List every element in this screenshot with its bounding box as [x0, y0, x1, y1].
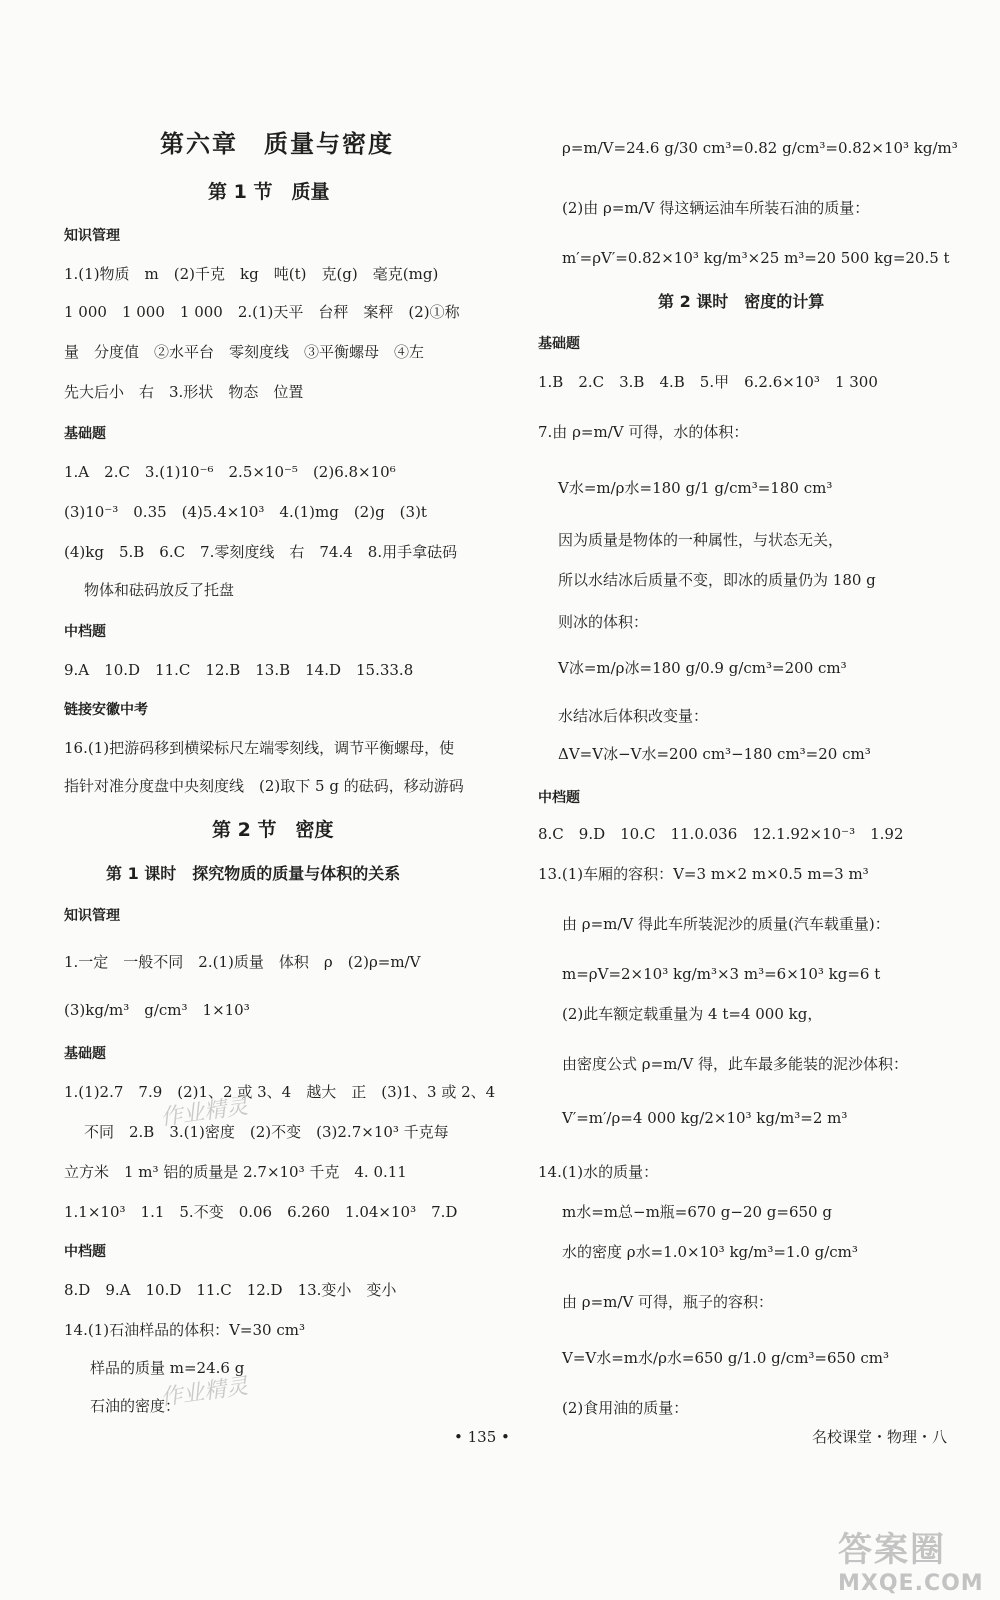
section-label: 中档题: [64, 624, 106, 640]
answer-line: 指针对准分度盘中央刻度线 (2)取下 5 g 的砝码，移动游码: [64, 777, 464, 795]
answer-line: 13.(1)车厢的容积：V=3 m×2 m×0.5 m=3 m³: [538, 865, 869, 883]
answer-line: 物体和砝码放反了托盘: [84, 581, 235, 599]
page-number: • 135 •: [454, 1428, 510, 1446]
lesson-title: 第 2 课时 密度的计算: [658, 292, 825, 311]
answer-line: 由密度公式 ρ=m/V 得，此车最多能装的泥沙体积：: [562, 1055, 909, 1073]
section-label: 基础题: [64, 426, 106, 442]
answer-line: 由 ρ=m/V 可得，瓶子的容积：: [562, 1293, 774, 1311]
answer-line: 14.(1)石油样品的体积：V=30 cm³: [64, 1321, 305, 1339]
book-title: 名校课堂・物理・八: [812, 1428, 948, 1446]
answer-line: m水=m总−m瓶=670 g−20 g=650 g: [562, 1203, 832, 1221]
answer-line: 1.一定 一般不同 2.(1)质量 体积 ρ (2)ρ=m/V: [64, 953, 421, 971]
answer-line: V冰=m/ρ冰=180 g/0.9 g/cm³=200 cm³: [558, 659, 847, 677]
answer-line: (2)食用油的质量：: [562, 1399, 689, 1417]
section-label: 知识管理: [64, 228, 120, 244]
section-label: 中档题: [538, 790, 580, 806]
chapter-title: 第六章 质量与密度: [160, 130, 394, 158]
answer-line: 不同 2.B 3.(1)密度 (2)不变 (3)2.7×10³ 千克每: [84, 1123, 449, 1141]
answer-line: m′=ρV′=0.82×10³ kg/m³×25 m³=20 500 kg=20.5 t: [562, 249, 950, 267]
answer-line: 1.(1)2.7 7.9 (2)1、2 或 3、4 越大 正 (3)1、3 或 2、4: [64, 1083, 496, 1101]
answer-line: (4)kg 5.B 6.C 7.零刻度线 右 74.4 8.用手拿砝码: [64, 543, 458, 561]
section-label: 中档题: [64, 1244, 106, 1260]
answer-line: (3)kg/m³ g/cm³ 1×10³: [64, 1001, 250, 1019]
answer-line: 8.D 9.A 10.D 11.C 12.D 13.变小 变小: [64, 1281, 397, 1299]
section-title: 第 1 节 质量: [208, 181, 330, 203]
answer-line: m=ρV=2×10³ kg/m³×3 m³=6×10³ kg=6 t: [562, 965, 881, 983]
answer-line: 9.A 10.D 11.C 12.B 13.B 14.D 15.33.8: [64, 661, 414, 679]
answer-line: 由 ρ=m/V 得此车所装泥沙的质量(汽车载重量)：: [562, 915, 890, 933]
answer-line: 1.B 2.C 3.B 4.B 5.甲 6.2.6×10³ 1 300: [538, 373, 878, 391]
watermark-text: 作业精灵: [158, 1373, 250, 1411]
answer-line: (2)此车额定载重量为 4 t=4 000 kg，: [562, 1005, 823, 1023]
lesson-title: 第 1 课时 探究物质的质量与体积的关系: [106, 864, 401, 883]
answer-line: 量 分度值 ②水平台 零刻度线 ③平衡螺母 ④左: [64, 343, 425, 361]
answer-line: 样品的质量 m=24.6 g: [90, 1359, 245, 1377]
watermark-text: 作业精灵: [158, 1093, 250, 1131]
site-logo: [838, 1522, 988, 1596]
answer-line: 因为质量是物体的一种属性，与状态无关，: [558, 531, 844, 549]
section-title: 第 2 节 密度: [212, 819, 334, 841]
answer-line: 先大后小 右 3.形状 物态 位置: [64, 383, 304, 401]
answer-line: 7.由 ρ=m/V 可得，水的体积：: [538, 423, 749, 441]
answer-line: 16.(1)把游码移到横梁标尺左端零刻线，调节平衡螺母，使: [64, 739, 455, 757]
answer-line: 1 000 1 000 1 000 2.(1)天平 台秤 案秤 (2)①称: [64, 303, 460, 321]
answer-line: 立方米 1 m³ 铝的质量是 2.7×10³ 千克 4. 0.11: [64, 1163, 407, 1181]
logo-text: 答案圈: [838, 1530, 946, 1570]
answer-line: (3)10⁻³ 0.35 (4)5.4×10³ 4.(1)mg (2)g (3)t: [64, 503, 427, 521]
section-label: 知识管理: [64, 908, 120, 924]
answer-line: 8.C 9.D 10.C 11.0.036 12.1.92×10⁻³ 1.92: [538, 825, 904, 843]
answer-line: V=V水=m水/ρ水=650 g/1.0 g/cm³=650 cm³: [562, 1349, 890, 1367]
answer-line: 水的密度 ρ水=1.0×10³ kg/m³=1.0 g/cm³: [562, 1243, 858, 1261]
answer-line: 1.A 2.C 3.(1)10⁻⁶ 2.5×10⁻⁵ (2)6.8×10⁶: [64, 463, 396, 481]
answer-line: ρ=m/V=24.6 g/30 cm³=0.82 g/cm³=0.82×10³ kg/m³: [562, 139, 958, 157]
logo-domain: MXQE.COM: [838, 1571, 984, 1596]
answer-line: ΔV=V冰−V水=200 cm³−180 cm³=20 cm³: [558, 745, 871, 763]
answer-line: 14.(1)水的质量：: [538, 1163, 659, 1181]
answer-line: 水结冰后体积改变量：: [558, 707, 709, 725]
answer-line: 1.1×10³ 1.1 5.不变 0.06 6.260 1.04×10³ 7.D: [64, 1203, 458, 1221]
section-label: 基础题: [538, 336, 580, 352]
answer-line: 石油的密度：: [90, 1397, 181, 1415]
answer-line: 所以水结冰后质量不变，即冰的质量仍为 180 g: [558, 571, 876, 589]
section-label: 链接安徽中考: [64, 702, 148, 718]
answer-line: V′=m′/ρ=4 000 kg/2×10³ kg/m³=2 m³: [562, 1109, 848, 1127]
answer-line: (2)由 ρ=m/V 得这辆运油车所装石油的质量：: [562, 199, 870, 217]
answer-line: 则冰的体积：: [558, 613, 649, 631]
answer-line: 1.(1)物质 m (2)千克 kg 吨(t) 克(g) 毫克(mg): [64, 265, 439, 283]
section-label: 基础题: [64, 1046, 106, 1062]
answer-line: V水=m/ρ水=180 g/1 g/cm³=180 cm³: [558, 479, 833, 497]
